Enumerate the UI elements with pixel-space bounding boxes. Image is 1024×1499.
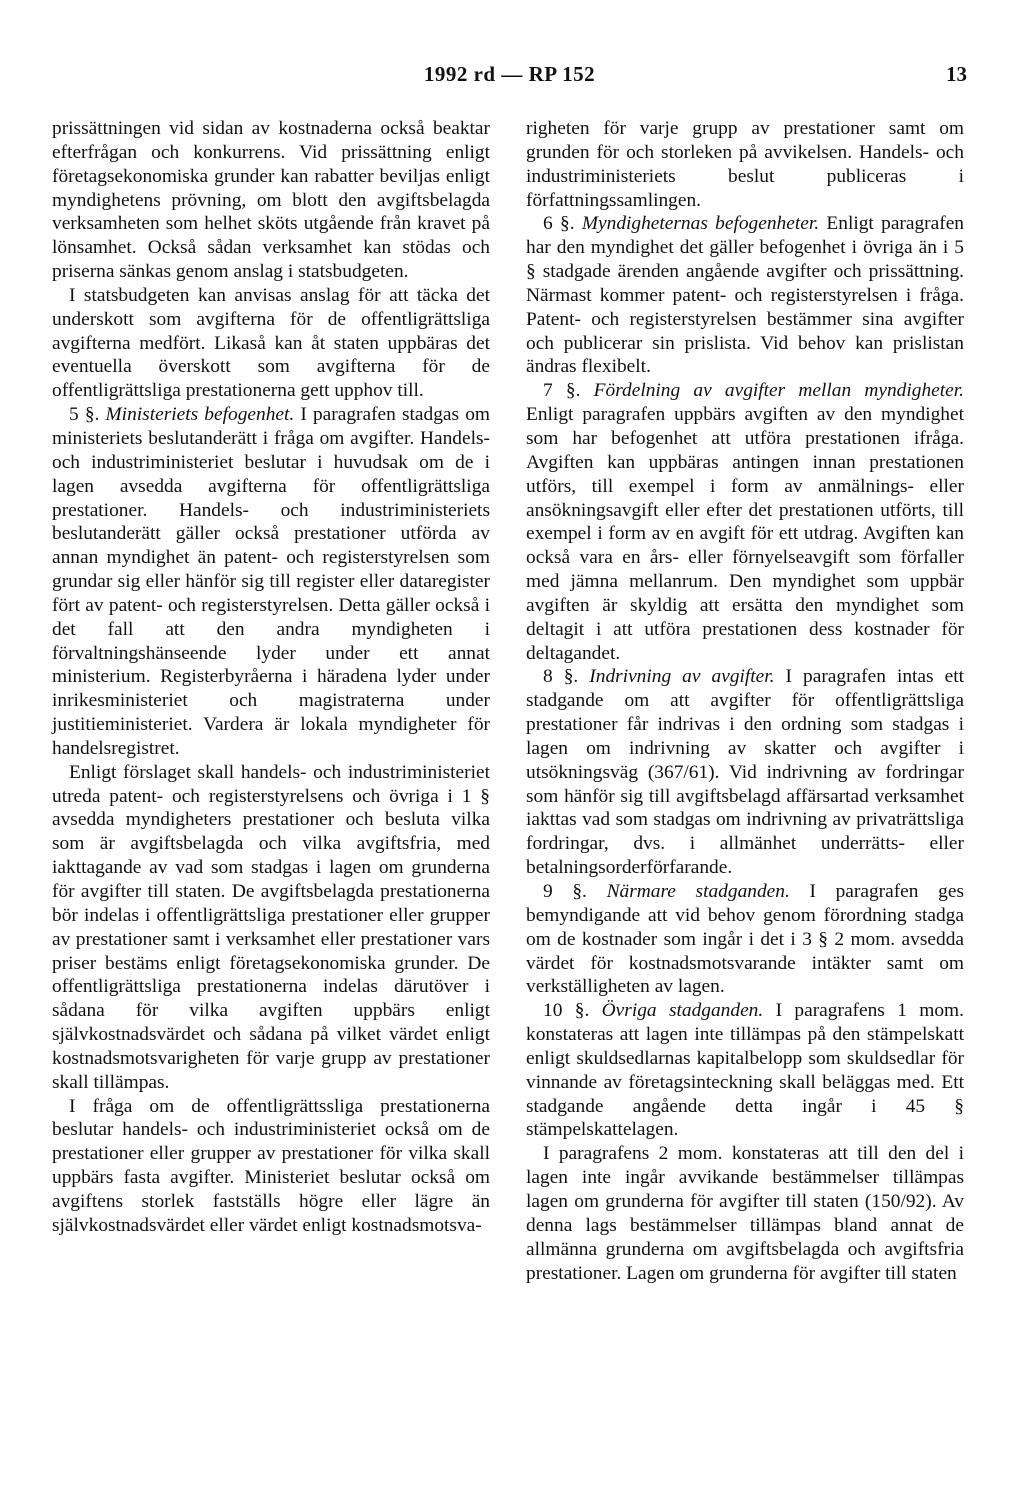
paragraph bbox=[52, 284, 490, 403]
left-column bbox=[52, 117, 490, 1238]
paragraph-text: I statsbudgeten kan anvisas anslag för att täcka det underskott som avgifterna för de offentligrättsliga avgifterna medfört. Likaså kan åt staten uppbäras det eventuella överskott som avgifterna för de offentligrättsliga prestationerna gett upphov till. bbox=[52, 284, 490, 402]
paragraph bbox=[52, 1095, 490, 1238]
paragraph bbox=[52, 117, 490, 284]
running-header bbox=[52, 62, 967, 90]
paragraph-text: Enligt paragrafen har den myndighet det gäller befogenhet i övriga än i 5 § stadgade ärenden angående avgifter och prissättning. Närmast kommer patent- och registerstyrelsen i fråga. Patent- och registerstyrelsen bestämmer sina avgifter och publicerar sin prislista. Vid behov kan prislistan ändras flexibelt. bbox=[526, 213, 965, 378]
section-heading: Myndigheternas befogenheter. bbox=[581, 213, 820, 235]
right-column bbox=[526, 117, 964, 1285]
section-paragraph bbox=[526, 880, 964, 999]
paragraph-text: I paragrafen stadgas om ministeriets beslutanderätt i fråga om avgifter. Handels- och industriministeriet beslutar i huvudsak om de i lagen avsedda avgifterna för offentligrättsliga prestationer. Handels- och industriministeriets beslutanderätt gäller också prestationer utförda av annan myndighet än patent- och registerstyrelsen som grundar sig eller hänför sig till register eller dataregister fört av patent- och registerstyrelsen. Detta gäller också i det fall att den andra myndigheten i förvaltningshänseende lyder under ett annat ministerium. Registerbyråerna i häradena lyder under inrikesministeriet och magistraterna under justitieministeriet. Vardera är lokala myndigheter för handelsregistret. bbox=[52, 404, 491, 759]
paragraph-text: I paragrafens 2 mom. konstateras att till den del i lagen inte ingår avvikande bestämmelser tillämpas lagen om grunderna för avgifter till staten (150/92). Av denna lags bestämmelser tillämpas bland annat de allmänna grunderna om avgiftsbelagda och avgiftsfria prestationer. Lagen om grunderna för avgifter till staten bbox=[526, 1143, 964, 1284]
section-paragraph bbox=[52, 403, 490, 761]
section-paragraph bbox=[526, 379, 964, 665]
section-heading: Ministeriets befogenhet. bbox=[105, 404, 295, 426]
paragraph bbox=[526, 117, 964, 212]
paragraph-text: I paragrafen ges bemyndigande att vid behov genom förordning stadga om de kostnader som ingår i det i 3 § 2 mom. avsedda värdet för kostnadsmotsvarande intäkter samt om verkställigheten av lagen. bbox=[526, 881, 964, 998]
paragraph-text: Enligt paragrafen uppbärs avgiften av den myndighet som har befogenhet att utföra prestationen ifråga. Avgiften kan uppbäras antingen innan prestationen utförs, till exempel i form av anmälnings- eller ansökningsavgift eller efter det prestationen utförts, till exempel i form av en avgift för ett utdrag. Avgiften kan också vara en års- eller förnyelseavgift som förfaller med jämna mellanrum. Den myndighet som uppbär avgiften är skyldig att ersätta den myndighet som deltagit i att utföra prestationen dess kostnader för deltagandet. bbox=[526, 404, 964, 664]
section-heading: Närmare stadganden. bbox=[606, 881, 790, 902]
section-heading: Fördelning av avgifter mellan myndigheter. bbox=[593, 380, 965, 402]
paragraph-text: righeten för varje grupp av prestationer samt om grunden för och storleken på avvikelsen. Handels- och industriministeriets beslut publiceras i författningssamlingen. bbox=[526, 118, 964, 211]
paragraph bbox=[52, 761, 490, 1095]
section-number: 8 §. bbox=[543, 666, 590, 688]
page-number: 13 bbox=[946, 62, 967, 86]
section-heading: Indrivning av avgifter. bbox=[589, 666, 775, 688]
paragraph bbox=[526, 1142, 964, 1285]
header-title: 1992 rd — RP 152 bbox=[423, 62, 596, 86]
paragraph-text: prissättningen vid sidan av kostnaderna också beaktar efterfrågan och konkurrens. Vid prissättning enligt företagsekonomiska grunder kan rabatter beviljas enligt myndighetens prövning, om blott den avgiftsbelagda verksamheten som helhet sköts utgående från kravet på lönsamhet. Också sådan verksamhet kan stödas och priserna sänkas genom anslag i statsbudgeten. bbox=[52, 118, 490, 283]
section-paragraph bbox=[526, 999, 964, 1142]
section-number: 9 §. bbox=[543, 881, 607, 902]
section-number: 7 §. bbox=[543, 380, 594, 402]
section-number: 5 §. bbox=[69, 404, 106, 426]
paragraph-text: I paragrafen intas ett stadgande om att avgifter för offentligrättsliga prestationer får indrivas i den ordning som stadgas i lagen om indrivning av skatter och avgifter i utsökningsväg (367/61). Vid indrivning av fordringar som hänför sig till avgiftsbelagd affärsartad verksamhet iakttas vad som stadgas om indrivning av privaträttsliga fordringar, dvs. i allmänhet underrätts- eller betalningsorderförfarande. bbox=[526, 666, 964, 879]
section-number: 10 §. bbox=[543, 1000, 602, 1022]
paragraph-text: I fråga om de offentligrättssliga prestationerna beslutar handels- och industriministeriet också om de prestationer eller grupper av prestationer för vilka skall uppbärs fasta avgifter. Ministeriet beslutar också om avgiftens storlek fastställs högre eller lägre än självkostnadsvärdet eller värdet enligt kostnadsmotsva- bbox=[52, 1095, 490, 1236]
paragraph-text: Enligt förslaget skall handels- och industriministeriet utreda patent- och registerstyrelsens och övriga i 1 § avsedda myndigheters prestationer och besluta vilka som är avgiftsbelagda och vilka avgiftsfria, med iakttagande av vad som stadgas i lagen om grunderna för avgifter till staten. De avgiftsbelagda prestationerna bör indelas i offentligrättsliga prestationer eller grupper av prestationer samt i verksamhet eller prestationer vars priser bestäms enligt företagsekonomiska grunder. De offentligrättsliga prestationerna indelas därutöver i sådana för vilka avgiften uppbärs enligt självkostnadsvärdet och sådana på vilket värdet enligt kostnadsmotsvarigheten för varje grupp av prestationer skall tillämpas. bbox=[52, 761, 490, 1093]
section-paragraph bbox=[526, 665, 964, 880]
section-number: 6 §. bbox=[543, 213, 582, 235]
paragraph-text: I paragrafens 1 mom. konstateras att lagen inte tillämpas på den stämpelskatt enligt skuldsedlarnas kapitalbelopp som skuldsedlar för vinnande av företagsinteckning skall beläggas med. Ett stadgande angående detta ingår i 45 § stämpelskattelagen. bbox=[526, 1000, 964, 1141]
section-heading: Övriga stadganden. bbox=[601, 1000, 764, 1022]
section-paragraph bbox=[526, 212, 964, 379]
